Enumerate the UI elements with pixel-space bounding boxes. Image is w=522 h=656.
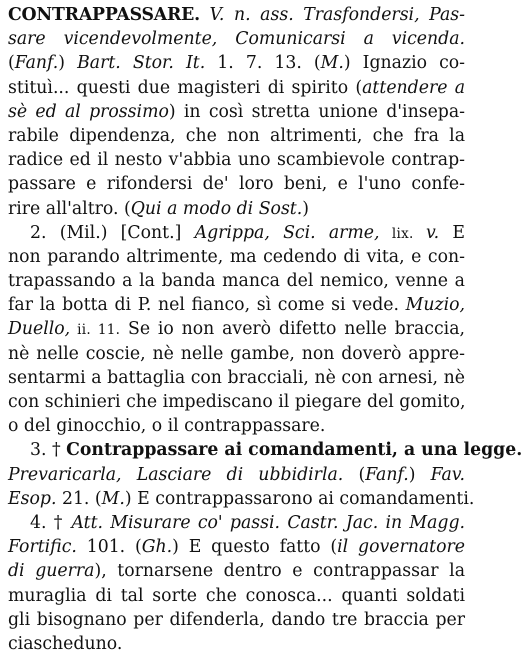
text-run: 21. (	[56, 488, 102, 509]
text-run: Gh.	[141, 537, 173, 558]
text-line	[8, 3, 465, 27]
text-run: il governatore	[337, 537, 465, 558]
text-run: ) E questo fatto (	[172, 537, 338, 558]
text-line	[8, 342, 465, 366]
text-run: (	[343, 464, 366, 485]
text-run: )	[408, 464, 431, 485]
text-run: E	[439, 222, 466, 243]
text-run: passare e rifondersi de' loro beni, e l'uno confe-	[8, 174, 465, 195]
text-run: Prevaricarla, Lasciare di ubbidirla.	[8, 464, 344, 485]
text-line	[8, 438, 522, 462]
text-line	[8, 221, 465, 245]
text-line	[8, 535, 465, 559]
text-run: ) in così stretta unione d'insepa-	[168, 101, 466, 122]
text-run: Att. Misurare co' passi. Castr. Jac. in Magg.	[71, 512, 465, 533]
text-line	[8, 100, 465, 124]
text-run: nè nelle coscie, nè nelle gambe, non doverò appre-	[8, 343, 465, 364]
text-run: muraglia di tal sorte che conosca... quanti soldati	[8, 585, 465, 606]
text-run: trapassando a la banda manca del nemico, venne a	[8, 271, 465, 292]
text-run: Contrappassare ai comandamenti, a una legge.	[66, 440, 522, 461]
text-run: Se io non averò difetto nelle braccia,	[120, 319, 465, 340]
text-run: Esop.	[8, 488, 57, 509]
text-run: 1. 7. 13. (	[205, 53, 321, 74]
text-run: ii. 11.	[70, 322, 121, 339]
text-run: Fanf.	[365, 464, 409, 485]
text-run: sentarmi a battaglia con bracciali, nè con arnesi, nè	[8, 367, 465, 388]
text-line	[8, 27, 465, 51]
text-line	[8, 463, 465, 487]
text-line	[8, 76, 465, 100]
text-run: Qui a modo di Sost.	[130, 198, 303, 219]
text-run: Agrippa, Sci. arme,	[194, 222, 380, 243]
text-run: radice ed il nesto v'abbia uno scambievole contrap-	[8, 150, 465, 171]
text-run: 3. †	[30, 440, 67, 461]
text-line	[8, 148, 465, 172]
text-line	[8, 269, 465, 293]
text-run: (	[8, 53, 15, 74]
text-line	[8, 317, 465, 341]
text-run: Muzio,	[405, 295, 465, 316]
text-run: rabile dipendenza, che non altrimenti, che fra la	[8, 125, 465, 146]
text-run: stituì... questi due magisteri di spirito (	[8, 77, 363, 98]
text-run: non parando altrimente, ma cedendo di vita, e con-	[8, 246, 465, 267]
text-line	[8, 293, 465, 317]
text-run: di guerra	[8, 561, 95, 582]
text-run: 4. †	[30, 512, 72, 533]
text-run: ), tornarsene dentro e contrappassar la	[94, 561, 466, 582]
text-run: far la botta di P. nel fianco, sì come si vede.	[8, 295, 406, 316]
text-run: Bart. Stor. It.	[77, 53, 206, 74]
text-run: Fanf.	[14, 53, 59, 74]
text-line	[8, 172, 465, 196]
text-line	[8, 487, 475, 511]
text-line	[8, 584, 465, 608]
text-line	[8, 632, 465, 656]
text-run: attendere a	[362, 77, 466, 98]
text-run: ciascheduno.	[8, 633, 123, 654]
text-run: M.	[320, 53, 344, 74]
text-run: gli bisognano per difenderla, dando tre braccia per	[8, 609, 465, 630]
text-run: Duello,	[8, 319, 71, 340]
text-line	[8, 51, 465, 75]
text-line	[8, 511, 465, 535]
text-run: rire all'altro. (	[8, 198, 131, 219]
text-line	[8, 366, 465, 390]
text-run: )	[58, 53, 78, 74]
text-line	[8, 245, 465, 269]
text-run: Fav.	[430, 464, 465, 485]
text-run: lix.	[379, 225, 426, 242]
text-line	[8, 414, 465, 438]
text-line	[8, 559, 465, 583]
text-line	[8, 390, 465, 414]
text-run: v.	[425, 222, 440, 243]
text-run: M.	[101, 488, 125, 509]
text-run: sè ed al prossimo	[8, 101, 169, 122]
text-line	[8, 197, 465, 221]
text-line	[8, 124, 465, 148]
text-run: V. n. ass. Trasfondersi, Pas-	[199, 5, 465, 25]
text-line	[8, 608, 465, 632]
text-run: ) Ignazio co-	[343, 53, 465, 74]
text-run: 2. (Mil.) [Cont.]	[30, 222, 195, 243]
text-run: Fortific.	[8, 537, 77, 558]
text-run: ) E contrappassarono ai comandamenti.	[124, 488, 475, 509]
headword: CONTRAPPASSARE.	[8, 5, 200, 25]
text-run: con schinieri che impediscano il piegare del gomito,	[8, 392, 466, 412]
entry-body	[8, 3, 522, 656]
text-run: 101. (	[76, 537, 142, 558]
text-run: o del ginocchio, o il contrappassare.	[8, 416, 326, 437]
text-run: )	[302, 198, 309, 219]
text-run: sare vicendevolmente, Comunicarsi a vicenda.	[8, 29, 465, 50]
